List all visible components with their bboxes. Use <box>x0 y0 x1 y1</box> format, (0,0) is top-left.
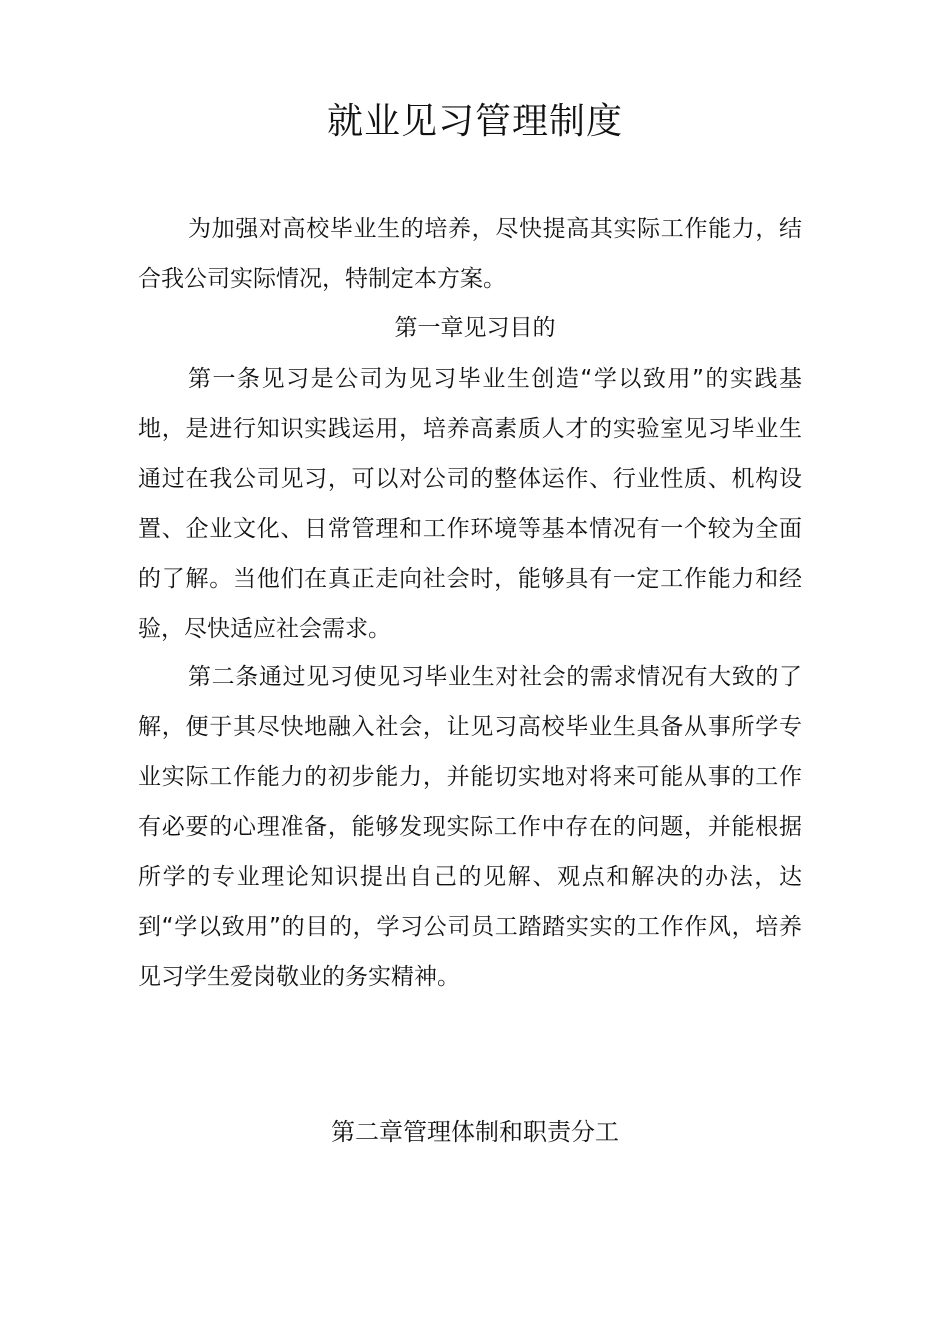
chapter-1-heading: 第一章见习目的 <box>394 315 556 341</box>
chapter-2-heading: 第二章管理体制和职责分工 <box>331 1118 619 1146</box>
intro-paragraph: 为加强对高校毕业生的培养，尽快提高其实际工作能力，结合我公司实际情况，特制定本方案。 <box>138 216 802 292</box>
article-1-paragraph: 第一条见习是公司为见习毕业生创造“学以致用”的实践基地，是进行知识实践运用，培养高素质人才的实验室见习毕业生通过在我公司见习，可以对公司的整体运作、行业性质、机构设置、企业文化、日常管理和工作环境等基本情况有一个较为全面的了解。当他们在真正走向社会时，能够具有一定工作能力和经验，尽快适应社会需求。 <box>138 366 802 642</box>
document-title: 就业见习管理制度 <box>326 101 623 142</box>
article-2-paragraph: 第二条通过见习使见习毕业生对社会的需求情况有大致的了解，便于其尽快地融入社会，让见习高校毕业生具备从事所学专业实际工作能力的初步能力，并能切实地对将来可能从事的工作有必要的心理准备，能够发现实际工作中存在的问题，并能根据所学的专业理论知识提出自己的见解、观点和解决的办法，达到“学以致用”的目的，学习公司员工踏踏实实的工作作风，培养见习学生爱岗敬业的务实精神。 <box>138 664 802 990</box>
